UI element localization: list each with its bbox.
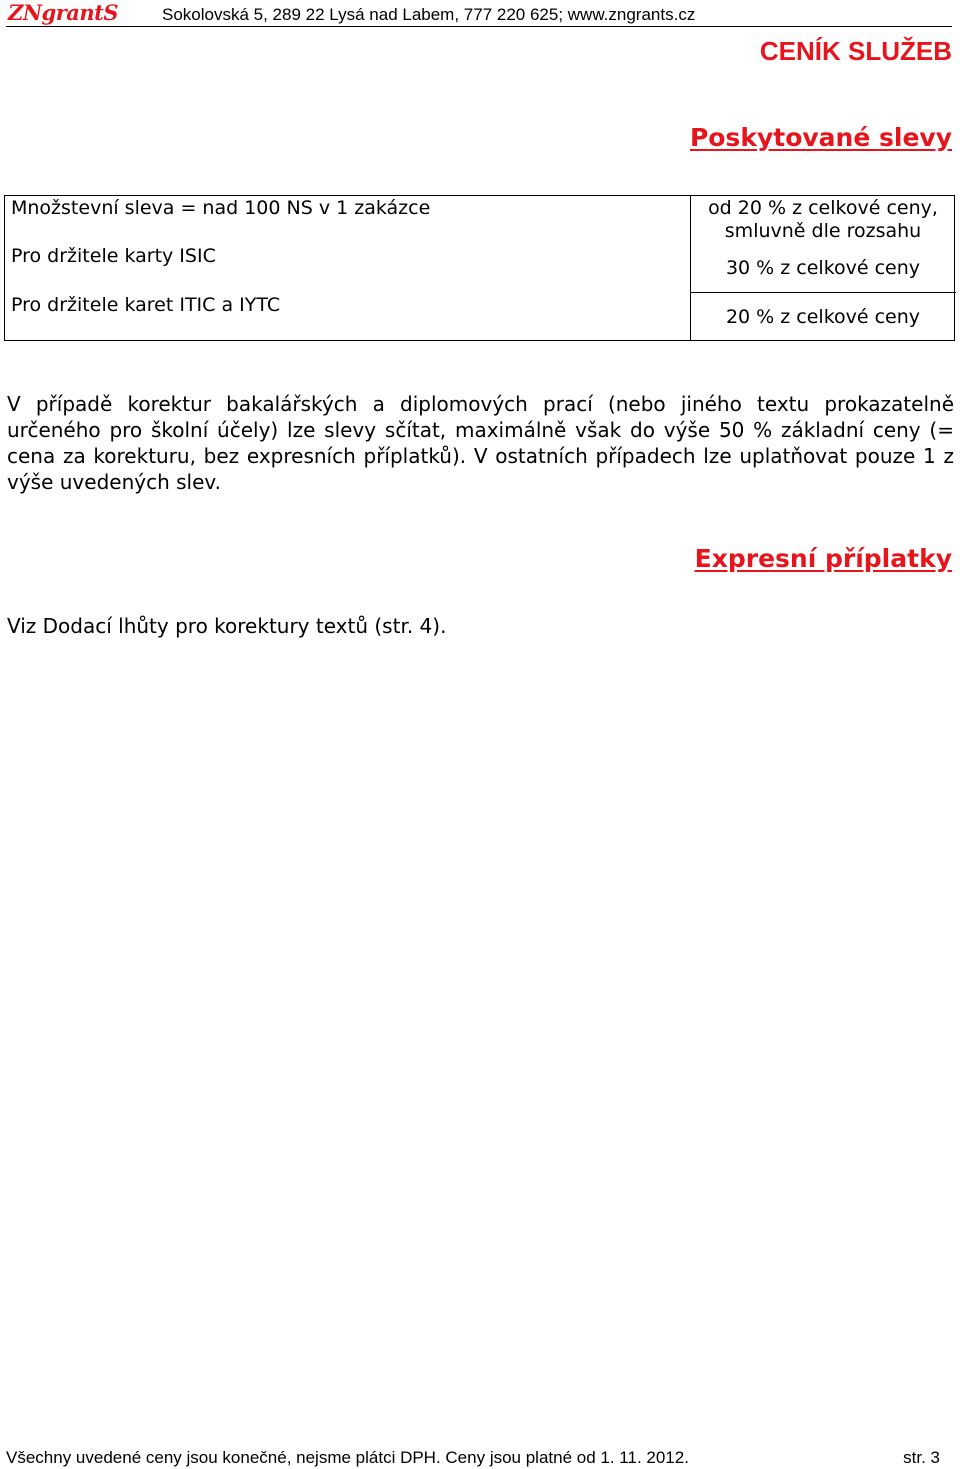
discounts-heading: Poskytované slevy <box>689 123 952 152</box>
header-address: Sokolovská 5, 289 22 Lysá nad Labem, 777 220 625; www.zngrants.cz <box>162 5 696 24</box>
express-heading: Expresní příplatky <box>694 544 952 573</box>
page-number: str. 3 <box>903 1448 940 1467</box>
discount-value-isic: 30 % z celkové ceny <box>725 257 921 279</box>
discount-label-quantity: Množstevní sleva = nad 100 NS v 1 zakázce <box>11 197 431 219</box>
company-logo: ZNgrantS <box>8 0 119 25</box>
discount-value-itic-iytc: 20 % z celkové ceny <box>725 306 921 328</box>
discount-label-itic-iytc: Pro držitele karet ITIC a IYTC <box>11 294 281 316</box>
discounts-note: V případě korektur bakalářských a diplomových prací (nebo jiného textu prokazatelně určeného pro školní účely) lze slevy sčítat, maximálně však do výše 50 % základní ceny (= cena za korekturu, bez expresních příplatků). V ostatních případech lze uplatňovat pouze 1 z výše uvedených slev. <box>7 392 954 494</box>
page-footer <box>6 1448 940 1468</box>
discount-value-quantity-line2: smluvně dle rozsahu <box>724 220 922 242</box>
discount-value-quantity-line1: od 20 % z celkové ceny, <box>708 197 938 219</box>
page-title: CENÍK SLUŽEB <box>759 36 952 66</box>
express-text: Viz Dodací lhůty pro korektury textů (str. 4). <box>7 614 447 638</box>
page-header <box>6 2 952 27</box>
footer-note: Všechny uvedené ceny jsou konečné, nejsme plátci DPH. Ceny jsou platné od 1. 11. 2012. <box>6 1448 689 1467</box>
discount-label-isic: Pro držitele karty ISIC <box>11 245 216 267</box>
table-row-divider <box>690 292 956 293</box>
discounts-table <box>4 195 955 341</box>
